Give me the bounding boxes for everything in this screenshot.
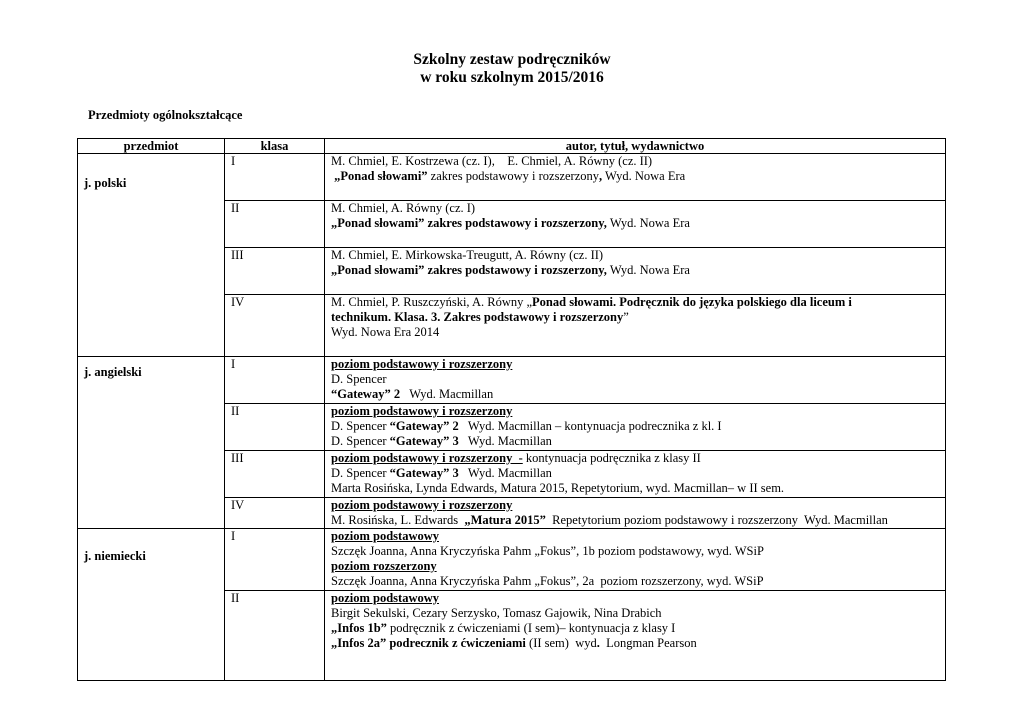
details-cell bbox=[325, 529, 946, 591]
details-line bbox=[331, 169, 939, 184]
class-cell: IV bbox=[225, 295, 325, 357]
details-line bbox=[331, 451, 939, 466]
text-run: D. Spencer bbox=[331, 434, 390, 448]
text-run: Birgit Sekulski, Cezary Serzysko, Tomasz Gajowik, Nina Drabich bbox=[331, 606, 662, 620]
section-heading: Przedmioty ogólnokształcące bbox=[88, 108, 243, 122]
text-run: poziom podstawowy i rozszerzony bbox=[331, 404, 513, 418]
text-run: M. Chmiel, E. Kostrzewa (cz. I), E. Chmiel, A. Równy (cz. II) bbox=[331, 154, 653, 168]
details-line bbox=[331, 310, 939, 325]
class-cell: I bbox=[225, 357, 325, 404]
text-run: poziom podstawowy i rozszerzony bbox=[331, 357, 513, 371]
subject-cell bbox=[78, 529, 225, 591]
details-line bbox=[331, 481, 939, 496]
details-line bbox=[331, 404, 939, 419]
table-row bbox=[78, 357, 946, 404]
subject-cell bbox=[78, 451, 225, 498]
details-line bbox=[331, 357, 939, 372]
table-row bbox=[78, 498, 946, 529]
table-row bbox=[78, 529, 946, 591]
text-run: „Ponad słowami” zakres podstawowy i rozszerzony, bbox=[331, 263, 607, 277]
text-run: M. Chmiel, E. Mirkowska-Treugutt, A. Równy (cz. II) bbox=[331, 248, 604, 262]
text-run: D. Spencer bbox=[331, 419, 390, 433]
title-line-2: w roku szkolnym 2015/2016 bbox=[420, 69, 604, 86]
title-line-1: Szkolny zestaw podręczników bbox=[413, 51, 611, 68]
subject-cell bbox=[78, 295, 225, 357]
text-run: Ponad słowami. Podręcznik do języka polskiego dla liceum i bbox=[532, 295, 852, 309]
subject-cell bbox=[78, 591, 225, 681]
details-line bbox=[331, 372, 939, 387]
text-run: poziom rozszerzony bbox=[331, 559, 437, 573]
text-run: „Infos 2a” podrecznik z ćwiczeniami bbox=[331, 636, 526, 650]
subject-label: j. polski bbox=[84, 176, 127, 190]
table-body bbox=[78, 154, 946, 681]
text-run: (II sem) wyd bbox=[525, 636, 597, 650]
details-cell bbox=[325, 154, 946, 201]
text-run: D. Spencer bbox=[331, 466, 390, 480]
details-line bbox=[331, 248, 939, 263]
text-run: „Ponad słowami” bbox=[331, 169, 428, 183]
details-line bbox=[331, 387, 939, 402]
text-run: Wyd. Nowa Era bbox=[606, 216, 690, 230]
text-run: Wyd. Macmillan – kontynuacja podrecznika z kl. I bbox=[458, 419, 722, 433]
details-line bbox=[331, 529, 939, 544]
subject-label: j. niemiecki bbox=[84, 549, 146, 563]
table-row bbox=[78, 404, 946, 451]
details-line bbox=[331, 419, 939, 434]
details-line bbox=[331, 466, 939, 481]
column-header-subject: przedmiot bbox=[78, 139, 225, 154]
text-run: Szczęk Joanna, Anna Kryczyńska Pahm „Fokus”, 2a poziom rozszerzony, wyd. WSiP bbox=[331, 574, 764, 588]
text-run: Wyd. Macmillan bbox=[458, 466, 552, 480]
text-run: kontynuacja podręcznika z klasy II bbox=[522, 451, 701, 465]
details-cell bbox=[325, 404, 946, 451]
details-cell bbox=[325, 591, 946, 681]
table-header-row bbox=[78, 139, 946, 154]
class-cell: II bbox=[225, 591, 325, 681]
text-run: M. Chmiel, A. Równy (cz. I) bbox=[331, 201, 476, 215]
text-run: „Matura 2015” bbox=[464, 513, 546, 527]
details-line bbox=[331, 201, 939, 216]
text-run: M. Rosińska, L. Edwards bbox=[331, 513, 465, 527]
details-cell bbox=[325, 357, 946, 404]
text-run: Wyd. Nowa Era 2014 bbox=[331, 325, 440, 339]
subject-cell bbox=[78, 404, 225, 451]
details-line bbox=[331, 263, 939, 278]
text-run: poziom podstawowy bbox=[331, 529, 439, 543]
class-cell: III bbox=[225, 248, 325, 295]
text-run: M. Chmiel, P. Ruszczyński, A. Równy „ bbox=[331, 295, 533, 309]
details-line bbox=[331, 216, 939, 231]
subject-cell bbox=[78, 498, 225, 529]
text-run: Szczęk Joanna, Anna Kryczyńska Pahm „Fokus”, 1b poziom podstawowy, wyd. WSiP bbox=[331, 544, 764, 558]
text-run: Wyd. Nowa Era bbox=[602, 169, 686, 183]
details-line bbox=[331, 544, 939, 559]
textbook-table bbox=[77, 138, 946, 681]
class-cell: I bbox=[225, 529, 325, 591]
class-cell: III bbox=[225, 451, 325, 498]
text-run: Marta Rosińska, Lynda Edwards, Matura 2015, Repetytorium, wyd. Macmillan– w II sem. bbox=[331, 481, 785, 495]
column-header-class: klasa bbox=[225, 139, 325, 154]
text-run: . bbox=[596, 636, 600, 650]
details-line bbox=[331, 559, 939, 574]
text-run: “Gateway” 3 bbox=[389, 434, 459, 448]
table-row bbox=[78, 295, 946, 357]
class-cell: IV bbox=[225, 498, 325, 529]
table-row bbox=[78, 591, 946, 681]
table-row bbox=[78, 154, 946, 201]
details-cell bbox=[325, 498, 946, 529]
subject-cell bbox=[78, 248, 225, 295]
class-cell: II bbox=[225, 404, 325, 451]
text-run: zakres podstawowy i rozszerzony bbox=[427, 169, 600, 183]
details-line bbox=[331, 606, 939, 621]
details-line bbox=[331, 591, 939, 606]
text-run: „Ponad słowami” zakres podstawowy i rozszerzony, bbox=[331, 216, 607, 230]
details-line bbox=[331, 513, 939, 528]
text-run: ” bbox=[623, 310, 629, 324]
class-cell: II bbox=[225, 201, 325, 248]
class-cell: I bbox=[225, 154, 325, 201]
text-run: Wyd. Nowa Era bbox=[606, 263, 690, 277]
details-line bbox=[331, 574, 939, 589]
details-line bbox=[331, 498, 939, 513]
text-run: poziom podstawowy i rozszerzony - bbox=[331, 451, 523, 465]
table-row bbox=[78, 451, 946, 498]
subject-cell bbox=[78, 154, 225, 201]
text-run: poziom podstawowy bbox=[331, 591, 439, 605]
text-run: technikum. Klasa. 3. Zakres podstawowy i rozszerzony bbox=[331, 310, 624, 324]
text-run: , bbox=[599, 169, 603, 183]
text-run: poziom podstawowy i rozszerzony bbox=[331, 498, 513, 512]
text-run: „Infos 1b” bbox=[331, 621, 387, 635]
details-line bbox=[331, 434, 939, 449]
text-run: D. Spencer bbox=[331, 372, 387, 386]
text-run: podręcznik z ćwiczeniami (I sem)– kontynuacja z klasy I bbox=[386, 621, 676, 635]
text-run: Repetytorium poziom podstawowy i rozszerzony Wyd. Macmillan bbox=[545, 513, 888, 527]
details-cell bbox=[325, 201, 946, 248]
column-header-details: autor, tytuł, wydawnictwo bbox=[325, 139, 946, 154]
subject-cell bbox=[78, 201, 225, 248]
page-title bbox=[0, 51, 1024, 87]
details-cell bbox=[325, 248, 946, 295]
details-cell bbox=[325, 451, 946, 498]
details-line bbox=[331, 325, 939, 340]
text-run: “Gateway” 2 bbox=[389, 419, 459, 433]
text-run: Wyd. Macmillan bbox=[400, 387, 494, 401]
text-run: Wyd. Macmillan bbox=[458, 434, 552, 448]
table-row bbox=[78, 201, 946, 248]
details-line bbox=[331, 621, 939, 636]
subject-cell bbox=[78, 357, 225, 404]
details-cell bbox=[325, 295, 946, 357]
table-row bbox=[78, 248, 946, 295]
details-line bbox=[331, 636, 939, 651]
details-line bbox=[331, 295, 939, 310]
text-run: “Gateway” 2 bbox=[331, 387, 401, 401]
details-line bbox=[331, 154, 939, 169]
text-run: “Gateway” 3 bbox=[389, 466, 459, 480]
text-run: Longman Pearson bbox=[599, 636, 697, 650]
subject-label: j. angielski bbox=[84, 365, 142, 379]
